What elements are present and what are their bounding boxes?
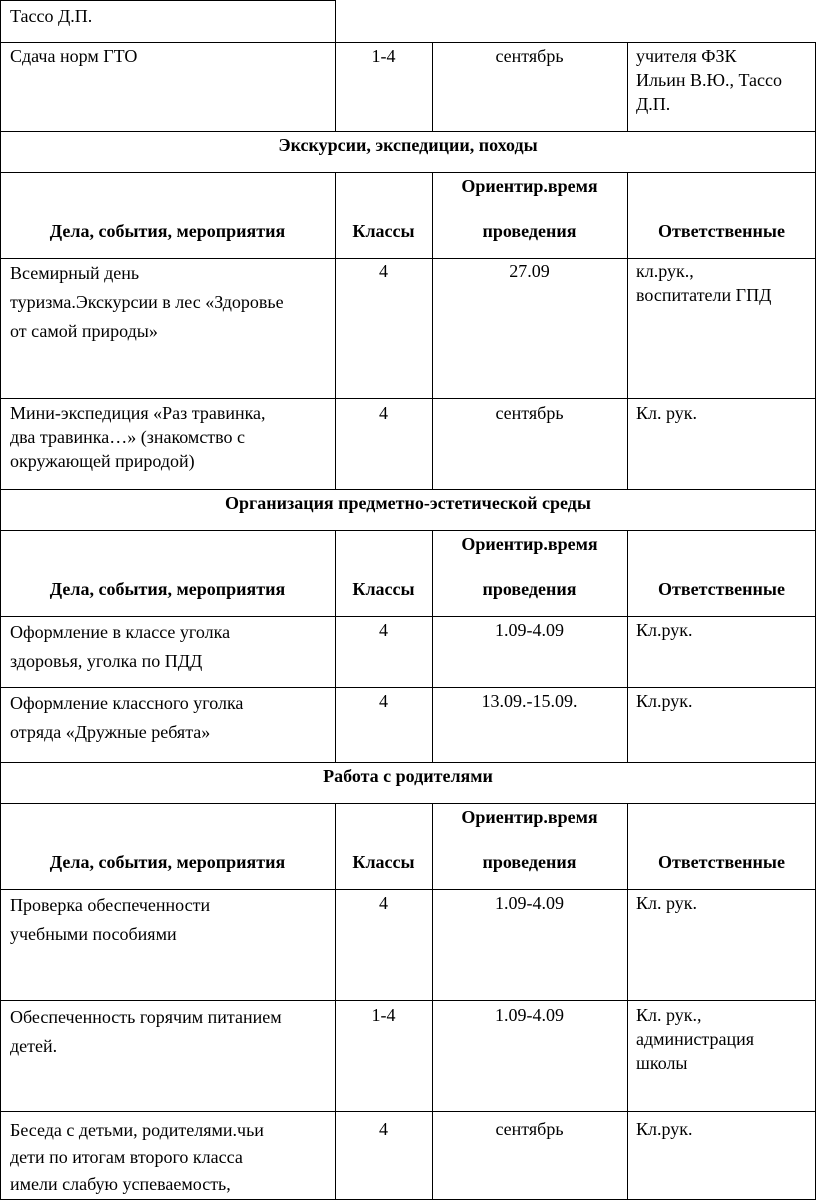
time-cell: 1.09-4.09	[495, 1005, 564, 1025]
section-title: Работа с родителями	[323, 766, 493, 786]
time-cell: сентябрь	[495, 1119, 564, 1139]
responsible-cell: Кл.рук.	[636, 1119, 693, 1139]
responsible-cell: Кл.рук.	[636, 620, 693, 640]
classes-cell: 4	[379, 261, 388, 281]
responsible-cell: Кл. рук.	[636, 403, 697, 423]
column-header-event: Дела, события, мероприятия	[49, 579, 286, 599]
column-header-time-line2: проведения	[482, 221, 577, 241]
time-cell: сентябрь	[495, 46, 564, 66]
column-header-time-line2: проведения	[482, 579, 577, 599]
column-header-time-line1: Ориентир.время	[461, 534, 598, 554]
responsible-cell: Кл.рук.	[636, 691, 693, 711]
section-title: Организация предметно-эстетической среды	[225, 493, 591, 513]
classes-cell: 1-4	[371, 46, 396, 66]
responsible-cell: учителя ФЗК Ильин В.Ю., Тассо Д.П.	[636, 46, 782, 114]
responsible-name-cell: Тассо Д.П.	[10, 6, 93, 26]
event-cell: Оформление классного уголка отряда «Дружные ребята»	[10, 693, 244, 742]
classes-cell: 1-4	[371, 1005, 396, 1025]
column-header-classes: Классы	[352, 221, 415, 241]
section-title: Экскурсии, экспедиции, походы	[278, 135, 538, 155]
column-header-event: Дела, события, мероприятия	[49, 221, 286, 241]
column-header-time-line1: Ориентир.время	[461, 176, 598, 196]
column-header-responsible: Ответственные	[658, 579, 785, 599]
classes-cell: 4	[379, 1119, 388, 1139]
time-cell: 13.09.-15.09.	[481, 691, 578, 711]
responsible-cell: Кл. рук., администрация школы	[636, 1005, 755, 1073]
classes-cell: 4	[379, 893, 388, 913]
column-header-time-line2: проведения	[482, 852, 577, 872]
event-cell: Сдача норм ГТО	[10, 46, 138, 66]
event-cell: Мини-экспедиция «Раз травинка, два травинка…» (знакомство с окружающей природой)	[10, 403, 266, 471]
event-cell: Оформление в классе уголка здоровья, уголка по ПДД	[10, 622, 231, 671]
event-cell: Проверка обеспеченности учебными пособиями	[10, 895, 211, 944]
event-cell: Беседа с детьми, родителями.чьи дети по итогам второго класса имели слабую успеваемость,	[10, 1120, 264, 1194]
time-cell: 1.09-4.09	[495, 893, 564, 913]
column-header-time-line1: Ориентир.время	[461, 807, 598, 827]
column-header-event: Дела, события, мероприятия	[49, 852, 286, 872]
event-cell: Обеспеченность горячим питанием детей.	[10, 1007, 282, 1056]
time-cell: 27.09	[509, 261, 550, 281]
classes-cell: 4	[379, 403, 388, 423]
responsible-cell: кл.рук., воспитатели ГПД	[636, 261, 772, 305]
time-cell: сентябрь	[495, 403, 564, 423]
classes-cell: 4	[379, 620, 388, 640]
column-header-responsible: Ответственные	[658, 221, 785, 241]
responsible-cell: Кл. рук.	[636, 893, 697, 913]
classes-cell: 4	[379, 691, 388, 711]
column-header-classes: Классы	[352, 579, 415, 599]
event-cell: Всемирный день туризма.Экскурсии в лес «Здоровье от самой природы»	[10, 263, 284, 341]
column-header-responsible: Ответственные	[658, 852, 785, 872]
time-cell: 1.09-4.09	[495, 620, 564, 640]
column-header-classes: Классы	[352, 852, 415, 872]
